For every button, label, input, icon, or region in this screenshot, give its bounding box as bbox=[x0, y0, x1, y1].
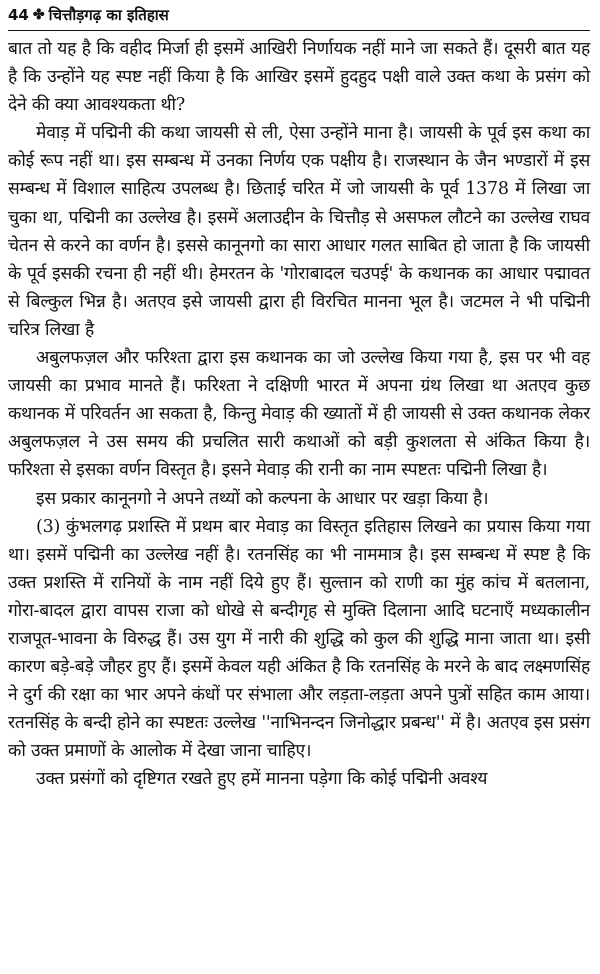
running-header bbox=[8, 0, 590, 31]
body-text bbox=[8, 35, 590, 794]
paragraph: इस प्रकार कानूनगो ने अपने तथ्यों को कल्पना के आधार पर खड़ा किया है। bbox=[36, 488, 489, 509]
paragraph: अबुलफज़ल और फरिश्ता द्वारा इस कथानक का जो उल्लेख किया गया है, इस पर भी वह जायसी का प्रभाव मानते हैं। फरिश्ता ने दक्षिणी भारत में अपना ग्रंथ लिखा था अतएव कुछ कथानक में परिवर्तन आ सकता है, किन्तु मेवाड़ की ख्यातों में ही जायसी से उक्त कथानक लेकर अबुलफज़ल ने उस समय की प्रचलित सारी कथाओं को बड़ी कुशलता से अंकित किया है। फरिश्ता से इसका वर्णन विस्तृत है। इसने मेवाड़ की रानी का नाम स्पष्टतः पद्मिनी लिखा है। bbox=[8, 348, 590, 481]
page-number: 44 bbox=[8, 6, 29, 24]
running-title: चित्तौड़गढ़ का इतिहास bbox=[48, 6, 169, 24]
paragraph: मेवाड़ में पद्मिनी की कथा जायसी से ली, ऐसा उन्होंने माना है। जायसी के पूर्व इस कथा का कोई रूप नहीं था। इस सम्बन्ध में उनका निर्णय एक पक्षीय है। राजस्थान के जैन भण्डारों में इस सम्बन्ध में विशाल साहित्य उपलब्ध है। छिताई चरित में जो जायसी के पूर्व 1378 में लिखा जा चुका था, पद्मिनी का उल्लेख है। इसमें अलाउद्दीन के चित्तौड़ से असफल लौटने का उल्लेख राघव चेतन से करने का वर्णन है। इससे कानूनगो का सारा आधार गलत साबित हो जाता है कि जायसी के पूर्व इसकी रचना ही नहीं थी। हेमरतन के 'गोराबादल चउपई' के कथानक का आधार पद्मावत से बिल्कुल भिन्न है। अतएव इसे जायसी द्वारा ही विरचित मानना भूल है। जटमल ने भी पद्मिनी चरित्र लिखा है bbox=[8, 123, 590, 340]
paragraph: उक्त प्रसंगों को दृष्टिगत रखते हुए हमें मानना पड़ेगा कि कोई पद्मिनी अवश्य bbox=[36, 769, 488, 790]
paragraph: (3) कुंभलगढ़ प्रशस्ति में प्रथम बार मेवाड़ का विस्तृत इतिहास लिखने का प्रयास किया गया था। इसमें पद्मिनी का उल्लेख नहीं है। रतनसिंह का भी नाममात्र है। इस सम्बन्ध में स्पष्ट है कि उक्त प्रशस्ति में रानियों के नाम नहीं दिये हुए हैं। सुल्तान को राणी का मुंह कांच में बतलाना, गोरा-बादल द्वारा वापस राजा को धोखे से बन्दीगृह से मुक्ति दिलाना आदि घटनाएँ मध्यकालीन राजपूत-भावना के विरुद्ध हैं। उस युग में नारी की शुद्धि को कुल की शुद्धि माना जाता था। इसी कारण बड़े-बड़े जौहर हुए हैं। इसमें केवल यही अंकित है कि रतनसिंह के मरने के बाद लक्ष्मणसिंह ने दुर्ग की रक्षा का भार अपने कंधों पर संभाला और लड़ता-लड़ता अपने पुत्रों सहित काम आया। रतनसिंह के बन्दी होने का स्पष्टतः उल्लेख ''नाभिनन्दन जिनोद्धार प्रबन्ध'' में है। अतएव इस प्रसंग को उक्त प्रमाणों के आलोक में देखा जाना चाहिए। bbox=[8, 516, 590, 762]
paragraph: बात तो यह है कि वहीद मिर्जा ही इसमें आखिरी निर्णायक नहीं माने जा सकते हैं। दूसरी बात यह है कि उन्होंने यह स्पष्ट नहीं किया है कि आखिर इसमें हुदहुद पक्षी वाले उक्त कथा के प्रसंग को देने की क्या आवश्यकता थी? bbox=[8, 39, 590, 116]
ornament-icon: ✤ bbox=[32, 7, 45, 23]
